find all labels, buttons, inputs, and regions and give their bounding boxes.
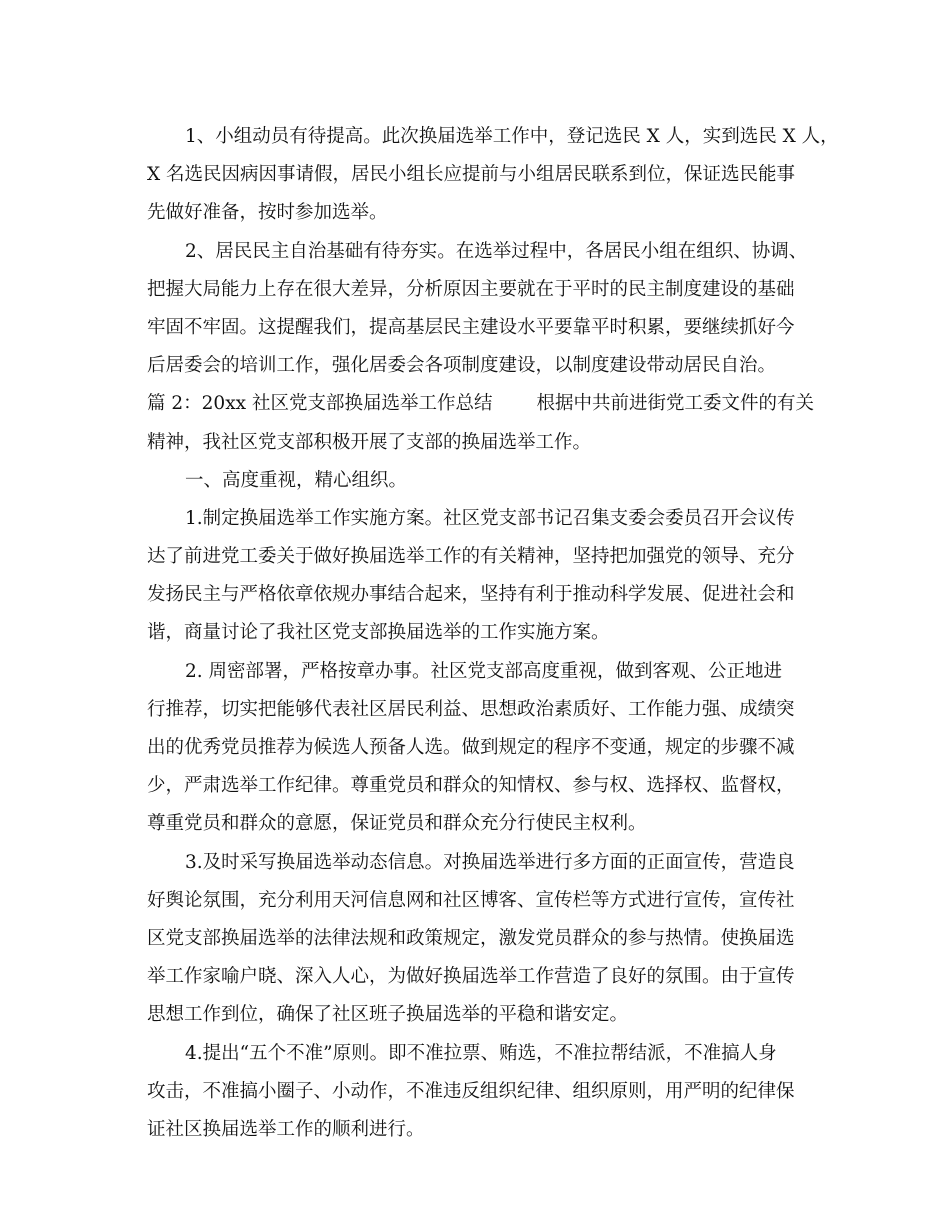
- paragraph-line: 举工作家喻户晓、深入人心，为做好换届选举工作营造了良好的氛围。由于宣传: [147, 966, 795, 988]
- paragraph-line: 后居委会的培训工作，强化居委会各项制度建设，以制度建设带动居民自治。: [147, 355, 777, 377]
- paragraph-line: 证社区换届选举工作的顺利进行。: [147, 1118, 425, 1140]
- subsection-heading: 一、高度重视，精心组织。: [185, 469, 408, 491]
- paragraph-line: 把握大局能力上存在很大差异，分析原因主要就在于平时的民主制度建设的基础: [147, 278, 795, 300]
- paragraph-line: 根据中共前进街党工委文件的有关: [536, 393, 814, 415]
- paragraph-line: 2、居民民主自治基础有待夯实。在选举过程中，各居民小组在组织、协调、: [185, 240, 808, 262]
- document-body: [147, 118, 839, 1149]
- paragraph-line: 发扬民主与严格依章依规办事结合起来，坚持有利于推动科学发展、促进社会和: [147, 584, 795, 606]
- paragraph-line: 精神，我社区党支部积极开展了支部的换届选举工作。: [147, 431, 592, 453]
- paragraph-line: 4.提出“五个不准”原则。即不准拉票、贿选，不准拉帮结派，不准搞人身: [185, 1042, 777, 1064]
- paragraph-line: 思想工作到位，确保了社区班子换届选举的平稳和谐安定。: [147, 1004, 629, 1026]
- paragraph-line: 好舆论氛围，充分利用天河信息网和社区博客、宣传栏等方式进行宣传，宣传社: [147, 889, 795, 911]
- section-heading-line: [147, 385, 812, 423]
- paragraph-line: 行推荐，切实把能够代表社区居民利益、思想政治素质好、工作能力强、成绩突: [147, 698, 795, 720]
- paragraph-line: 谐，商量讨论了我社区党支部换届选举的工作实施方案。: [147, 622, 610, 644]
- paragraph-line: 出的优秀党员推荐为候选人预备人选。做到规定的程序不变通，规定的步骤不减: [147, 737, 795, 758]
- paragraph-line: X 名选民因病因事请假，居民小组长应提前与小组居民联系到位，保证选民能事: [147, 164, 796, 186]
- paragraph-line: 1.制定换届选举工作实施方案。社区党支部书记召集支委会委员召开会议传: [185, 507, 795, 529]
- paragraph-line: 攻击，不准搞小圈子、小动作，不准违反组织纪律、组织原则，用严明的纪律保: [147, 1080, 795, 1102]
- paragraph-line: 区党支部换届选举的法律法规和政策规定，激发党员群众的参与热情。使换届选: [147, 927, 795, 949]
- paragraph-line: 尊重党员和群众的意愿，保证党员和群众充分行使民主权利。: [147, 813, 647, 835]
- paragraph-line: 先做好准备，按时参加选举。: [147, 202, 388, 224]
- paragraph-line: 1、小组动员有待提高。此次换届选举工作中，登记选民 X 人，实到选民 X 人，: [185, 126, 839, 147]
- paragraph-line: 牢固不牢固。这提醒我们，提高基层民主建设水平要靠平时积累，要继续抓好今: [147, 316, 795, 338]
- paragraph-line: 3.及时采写换届选举动态信息。对换届选举进行多方面的正面宣传，营造良: [185, 851, 795, 873]
- paragraph-line: 达了前进党工委关于做好换届选举工作的有关精神，坚持把加强党的领导、充分: [147, 546, 795, 568]
- paragraph-line: 少，严肃选举工作纪律。尊重党员和群众的知情权、参与权、选择权、监督权，: [147, 775, 795, 797]
- paragraph-line: 2. 周密部署，严格按章办事。社区党支部高度重视，做到客观、公正地进: [185, 660, 783, 682]
- section-heading: 篇 2：20xx 社区党支部换届选举工作总结: [147, 393, 493, 415]
